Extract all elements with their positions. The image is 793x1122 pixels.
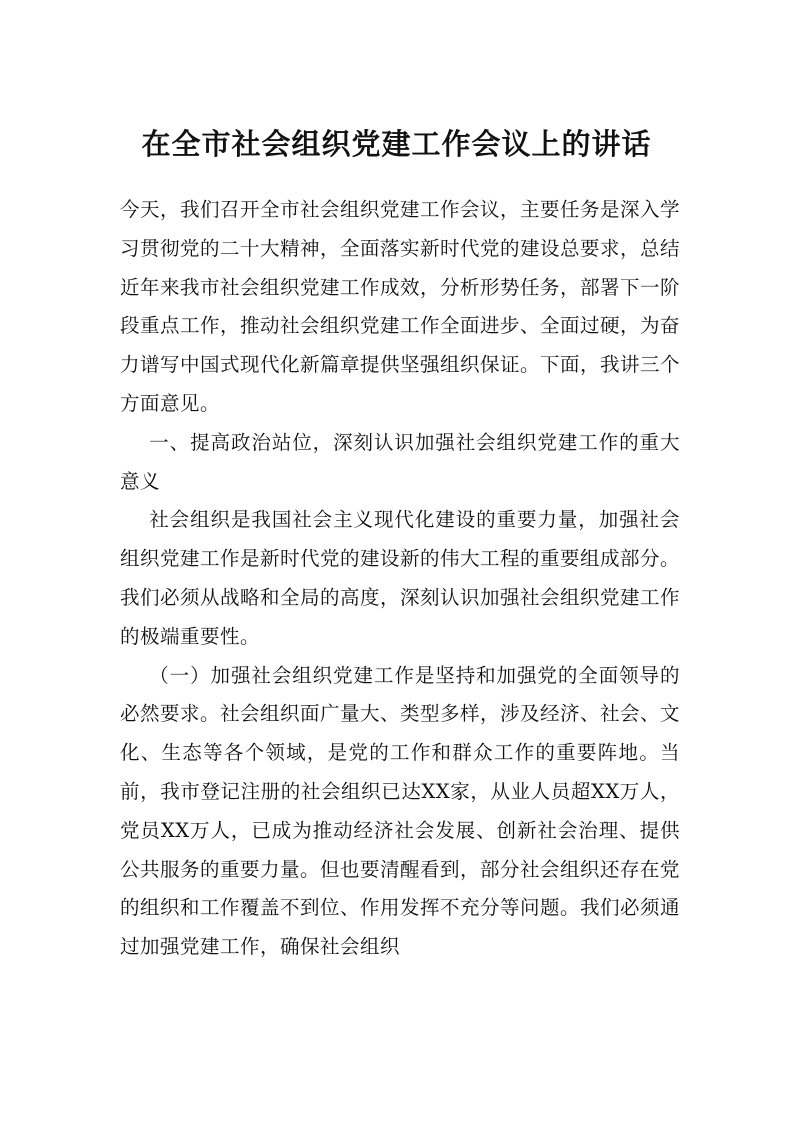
- document-title: 在全市社会组织党建工作会议上的讲话: [141, 127, 652, 161]
- intro-paragraph: 今天，我们召开全市社会组织党建工作会议，主要任务是深入学习贯彻党的二十大精神，全面落实新时代党的建设总要求，总结近年来我市社会组织党建工作成效，分析形势任务，部署下一阶段重点工作，推动社会组织党建工作全面进步、全面过硬，为奋力谱写中国式现代化新篇章提供坚强组织保证。下面，我讲三个方面意见。: [120, 198, 681, 415]
- subsection-1-paragraph: （一）加强社会组织党建工作是坚持和加强党的全面领导的必然要求。社会组织面广量大、类型多样，涉及经济、社会、文化、生态等各个领域，是党的工作和群众工作的重要阵地。当前，我市登记注册的社会组织已达XX家，从业人员超XX万人，党员XX万人，已成为推动经济社会发展、创新社会治理、提供公共服务的重要力量。但也要清醒看到，部分社会组织还存在党的组织和工作覆盖不到位、作用发挥不充分等问题。我们必须通过加强党建工作，确保社会组织: [120, 663, 681, 959]
- document-body: [120, 191, 680, 967]
- section-1-paragraph: 社会组织是我国社会主义现代化建设的重要力量，加强社会组织党建工作是新时代党的建设新的伟大工程的重要组成部分。我们必须从战略和全局的高度，深刻认识加强社会组织党建工作的极端重要性。: [120, 508, 681, 648]
- section-heading-1: 一、提高政治站位，深刻认识加强社会组织党建工作的重大意义: [120, 430, 680, 493]
